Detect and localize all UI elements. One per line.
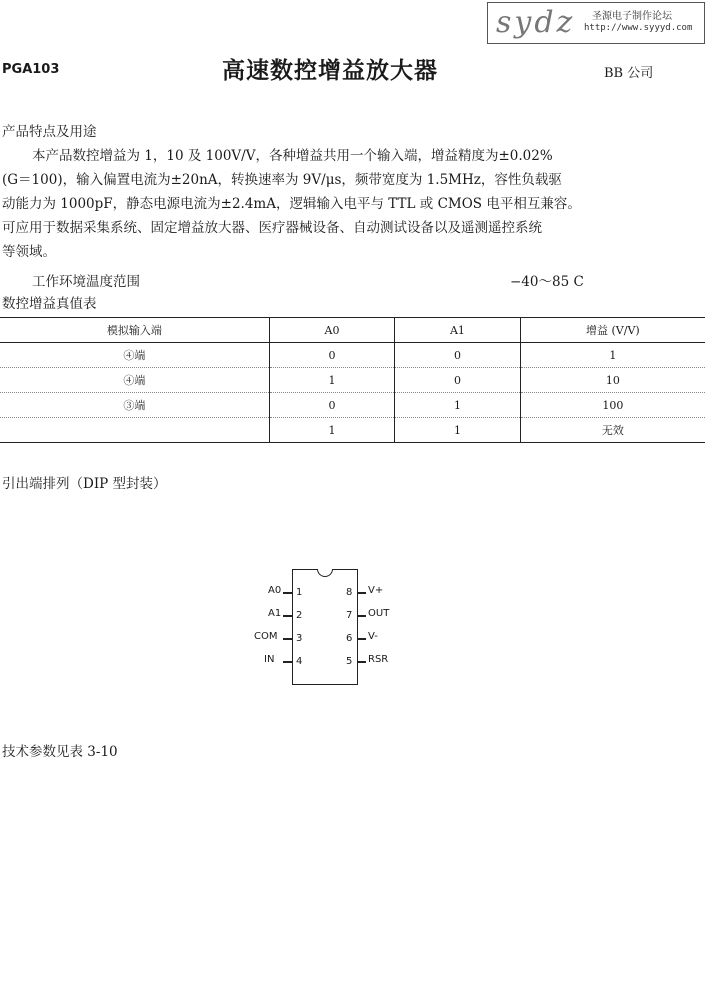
table-row xyxy=(0,343,705,368)
pin-number: 3 xyxy=(296,633,303,644)
table-cell: 1 xyxy=(269,418,394,443)
table-cell: 10 xyxy=(605,373,620,387)
table-cell: 1 xyxy=(269,368,394,393)
pin-line xyxy=(357,661,366,663)
features-heading: 产品特点及用途 xyxy=(2,124,97,140)
pinout-heading: 引出端排列（DIP 型封装） xyxy=(2,476,167,492)
table-cell: ④端 xyxy=(0,368,269,393)
pin-line xyxy=(283,592,292,594)
watermark-url: http://www.syyyd.com xyxy=(584,23,693,33)
watermark-logo: sydz xyxy=(496,5,576,40)
pin-label-com: COM xyxy=(254,631,278,642)
truth-table xyxy=(0,317,705,443)
table-cell xyxy=(0,418,269,443)
table-cell: 1 xyxy=(395,418,520,443)
pin-number: 8 xyxy=(346,587,353,598)
features-paragraph xyxy=(2,144,702,264)
pin-label-rsr: RSR xyxy=(368,654,389,665)
pin-line xyxy=(283,638,292,640)
company-name: BB 公司 xyxy=(604,66,654,81)
table-cell: 0 xyxy=(395,368,520,393)
table-cell: 1 xyxy=(609,348,617,362)
pin-number: 5 xyxy=(346,656,353,667)
pin-number: 2 xyxy=(296,610,303,621)
table-cell: 0 xyxy=(395,343,520,368)
features-line-2: (G＝100)，输入偏置电流为±20nA，转换速率为 9V/μs，频带宽度为 1.5MHz，容性负载驱 xyxy=(2,172,562,188)
pin-number: 7 xyxy=(346,610,353,621)
part-code: PGA103 xyxy=(2,62,60,77)
pin-label-a1: A1 xyxy=(268,608,282,619)
features-line-1: 本产品数控增益为 1，10 及 100V/V，各种增益共用一个输入端，增益精度为±0.02% xyxy=(32,148,553,164)
table-cell: ③端 xyxy=(0,393,269,418)
params-reference: 技术参数见表 3-10 xyxy=(2,744,118,760)
truth-table-heading: 数控增益真值表 xyxy=(2,296,97,312)
chip-notch xyxy=(317,569,333,577)
features-line-4: 可应用于数据采集系统、固定增益放大器、医疗器械设备、自动测试设备以及遥测遥控系统 xyxy=(2,220,542,236)
table-header-cell: A0 xyxy=(269,318,394,343)
table-row xyxy=(0,368,705,393)
table-header-row xyxy=(0,318,705,343)
pin-label-vplus: V+ xyxy=(368,585,384,596)
pin-line xyxy=(357,592,366,594)
table-cell: 0 xyxy=(269,343,394,368)
pin-label-in: IN xyxy=(264,654,275,665)
pin-line xyxy=(357,638,366,640)
watermark xyxy=(487,2,705,44)
page-title: 高速数控增益放大器 xyxy=(222,58,438,84)
table-cell: 0 xyxy=(269,393,394,418)
pin-line xyxy=(283,661,292,663)
features-line-5: 等领域。 xyxy=(2,244,56,260)
pin-label-out: OUT xyxy=(368,608,390,619)
pin-number: 1 xyxy=(296,587,303,598)
pin-line xyxy=(357,615,366,617)
table-header-cell: 增益 (V/V) xyxy=(586,324,640,337)
table-cell: 1 xyxy=(395,393,520,418)
table-header-cell: A1 xyxy=(395,318,520,343)
features-line-3: 动能力为 1000pF，静态电源电流为±2.4mA，逻辑输入电平与 TTL 或 CMOS 电平相互兼容。 xyxy=(2,196,581,212)
pin-number: 6 xyxy=(346,633,353,644)
temp-value: −40～85 C xyxy=(510,274,584,290)
table-cell: ④端 xyxy=(0,343,269,368)
table-cell: 无效 xyxy=(601,424,624,437)
pin-number: 4 xyxy=(296,656,303,667)
table-row xyxy=(0,393,705,418)
pin-label-vminus: V- xyxy=(368,631,378,642)
table-cell: 100 xyxy=(602,398,624,412)
watermark-site-name: 圣源电子制作论坛 xyxy=(592,11,672,22)
temp-label: 工作环境温度范围 xyxy=(32,274,140,290)
table-row xyxy=(0,418,705,443)
pin-line xyxy=(283,615,292,617)
pin-label-a0: A0 xyxy=(268,585,282,596)
table-header-cell: 模拟输入端 xyxy=(0,318,269,343)
